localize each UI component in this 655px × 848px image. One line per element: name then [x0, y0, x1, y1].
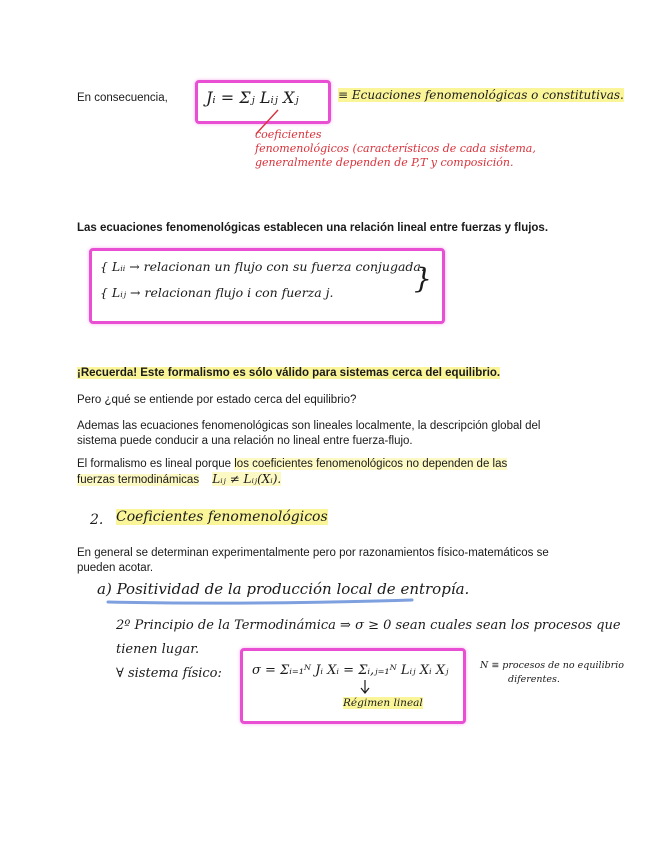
section-number: 2. — [90, 512, 104, 528]
annotation-line-3: generalmente dependen de P,T y composición. — [255, 156, 514, 169]
linear-formalism-plain: El formalismo es lineal porque — [77, 458, 235, 470]
positivity-subtitle — [97, 580, 469, 598]
process-count-note-1: N ≡ procesos de no equilibrio — [480, 660, 624, 671]
coefficient-cross-line: { Lᵢⱼ → relacionan flujo i con fuerza j. — [100, 285, 334, 300]
determination-paragraph: En general se determinan experimentalmente pero por razonamientos físico-matemáticos se pueden acotar. — [77, 547, 549, 574]
positivity-subtitle-text: a) Positividad de la producción local de entropía. — [97, 580, 470, 598]
coefficient-diagonal-line: { Lᵢᵢ → relacionan un flujo con su fuerza conjugada. — [100, 259, 425, 274]
second-law-line-1: 2º Principio de la Termodinámica ⇒ σ ≥ 0 sean cuales sean los procesos que — [116, 618, 621, 633]
regime-arrow — [358, 678, 372, 696]
second-law-line-2: tienen lugar. — [116, 642, 200, 657]
equation-note — [338, 88, 624, 102]
intro-text: En consecuencia, — [77, 92, 168, 104]
entropy-production-equation: σ = Σᵢ₌₁ᴺ Jᵢ Xᵢ = Σᵢ,ⱼ₌₁ᴺ Lᵢⱼ Xᵢ Xⱼ — [252, 663, 449, 678]
equation-note-text: ≡ Ecuaciones fenomenológicas o constitutivas. — [338, 88, 624, 102]
coefficients-section-title — [116, 509, 328, 525]
linear-formalism-paragraph — [77, 457, 537, 488]
local-linearity-paragraph: Ademas las ecuaciones fenomenológicas son lineales localmente, la descripción global del sistema puede conducir a una relación no lineal entre fuerza-flujo. — [77, 420, 541, 447]
subtitle-underline — [106, 597, 416, 607]
linear-regime-label — [343, 697, 423, 709]
physical-system-label: ∀ sistema físico: — [116, 666, 222, 681]
annotation-line-1: coeficientes — [255, 128, 322, 141]
reminder-line — [77, 366, 500, 381]
process-count-note-2: diferentes. — [508, 674, 560, 685]
closing-brace: } — [414, 262, 432, 295]
coefficient-independence-note: Lᵢⱼ ≠ Lᵢⱼ(Xᵢ). — [212, 472, 282, 486]
coefficients-section-title-text: Coeficientes fenomenológicos — [116, 509, 328, 525]
flux-equation: Jᵢ = Σⱼ Lᵢⱼ Xⱼ — [206, 88, 299, 107]
linear-formalism-highlight: los coeficientes fenomenológicos no dependen de las fuerzas termodinámicas — [77, 458, 508, 486]
linear-relation-heading: Las ecuaciones fenomenológicas establecen una relación lineal entre fuerzas y flujos. — [77, 222, 549, 234]
linear-regime-text: Régimen lineal — [343, 697, 423, 709]
annotation-line-2: fenomenológicos (característicos de cada sistema, — [255, 142, 536, 155]
entropy-production-box — [240, 648, 466, 724]
reminder-text: ¡Recuerda! Este formalismo es sólo válido para sistemas cerca del equilibrio. — [77, 367, 501, 379]
near-equilibrium-question: Pero ¿qué se entiende por estado cerca del equilibrio? — [77, 394, 357, 406]
